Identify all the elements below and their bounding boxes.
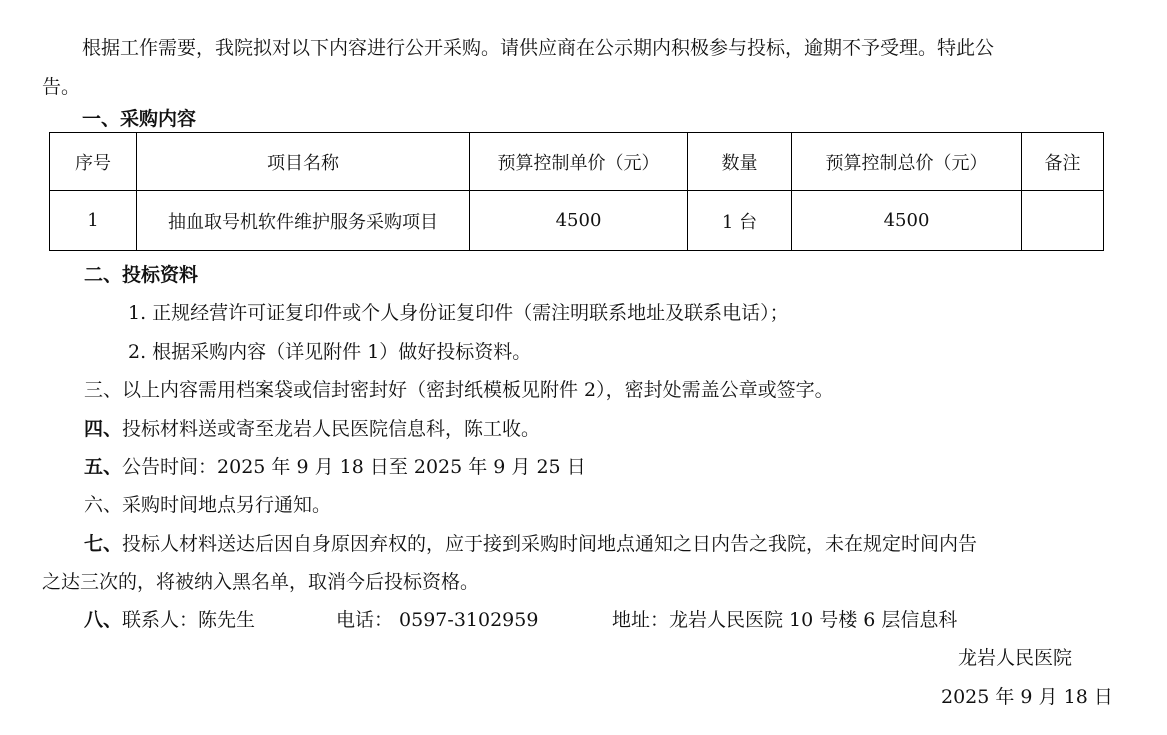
section-7-line-1 — [84, 532, 977, 556]
section-6-text: 六、采购时间地点另行通知。 — [84, 494, 332, 516]
cell-item-name: 抽血取号机软件维护服务采购项目 — [137, 191, 470, 251]
section-2-item-1: 1. 正规经营许可证复印件或个人身份证复印件（需注明联系地址及联系电话）； — [128, 302, 789, 324]
header-total-price: 预算控制总价（元） — [792, 133, 1022, 191]
signature-org: 龙岩人民医院 — [958, 647, 1073, 669]
section-3-text: 三、以上内容需用档案袋或信封密封好（密封纸模板见附件 2），密封处需盖公章或签字。 — [84, 379, 834, 401]
intro-line-1: 根据工作需要，我院拟对以下内容进行公开采购。请供应商在公示期内积极参与投标，逾期不予受理。特此公 — [82, 37, 995, 59]
section-7-line-2: 之达三次的，将被纳入黑名单，取消今后投标资格。 — [42, 571, 480, 593]
cell-remarks — [1022, 191, 1104, 251]
section-8 — [84, 608, 255, 632]
signature-date: 2025 年 9 月 18 日 — [941, 686, 1113, 708]
procurement-table — [49, 132, 1104, 251]
intro-line-2: 告。 — [42, 76, 81, 98]
cell-quantity: 1 台 — [688, 191, 792, 251]
table-header-row — [50, 133, 1104, 191]
section-4-text: 投标材料送或寄至龙岩人民医院信息科，陈工收。 — [122, 418, 541, 440]
section-2-title: 二、投标资料 — [84, 264, 199, 286]
cell-unit-price: 4500 — [470, 191, 688, 251]
section-4-label: 四、 — [84, 418, 123, 440]
header-index: 序号 — [50, 133, 137, 191]
cell-total-price: 4500 — [792, 191, 1022, 251]
cell-index: 1 — [50, 191, 137, 251]
header-remarks: 备注 — [1022, 133, 1104, 191]
table-row — [50, 191, 1104, 251]
header-item-name: 项目名称 — [137, 133, 470, 191]
section-1-title: 一、采购内容 — [82, 108, 197, 130]
section-7-label: 七、 — [84, 533, 123, 555]
section-7-text: 投标人材料送达后因自身原因弃权的，应于接到采购时间地点通知之日内告之我院，未在规定时间内告 — [122, 533, 978, 555]
section-4 — [84, 417, 540, 441]
section-5 — [84, 455, 586, 479]
section-5-text: 公告时间：2025 年 9 月 18 日至 2025 年 9 月 25 日 — [122, 456, 586, 478]
contact-person: 联系人：陈先生 — [122, 609, 256, 631]
section-5-label: 五、 — [84, 456, 123, 478]
header-unit-price: 预算控制单价（元） — [470, 133, 688, 191]
section-2-item-2: 2. 根据采购内容（详见附件 1）做好投标资料。 — [128, 341, 532, 363]
header-quantity: 数量 — [688, 133, 792, 191]
contact-phone: 电话： 0597-3102959 — [336, 609, 539, 631]
section-8-label: 八、 — [84, 609, 123, 631]
contact-address: 地址：龙岩人民医院 10 号楼 6 层信息科 — [612, 609, 958, 631]
